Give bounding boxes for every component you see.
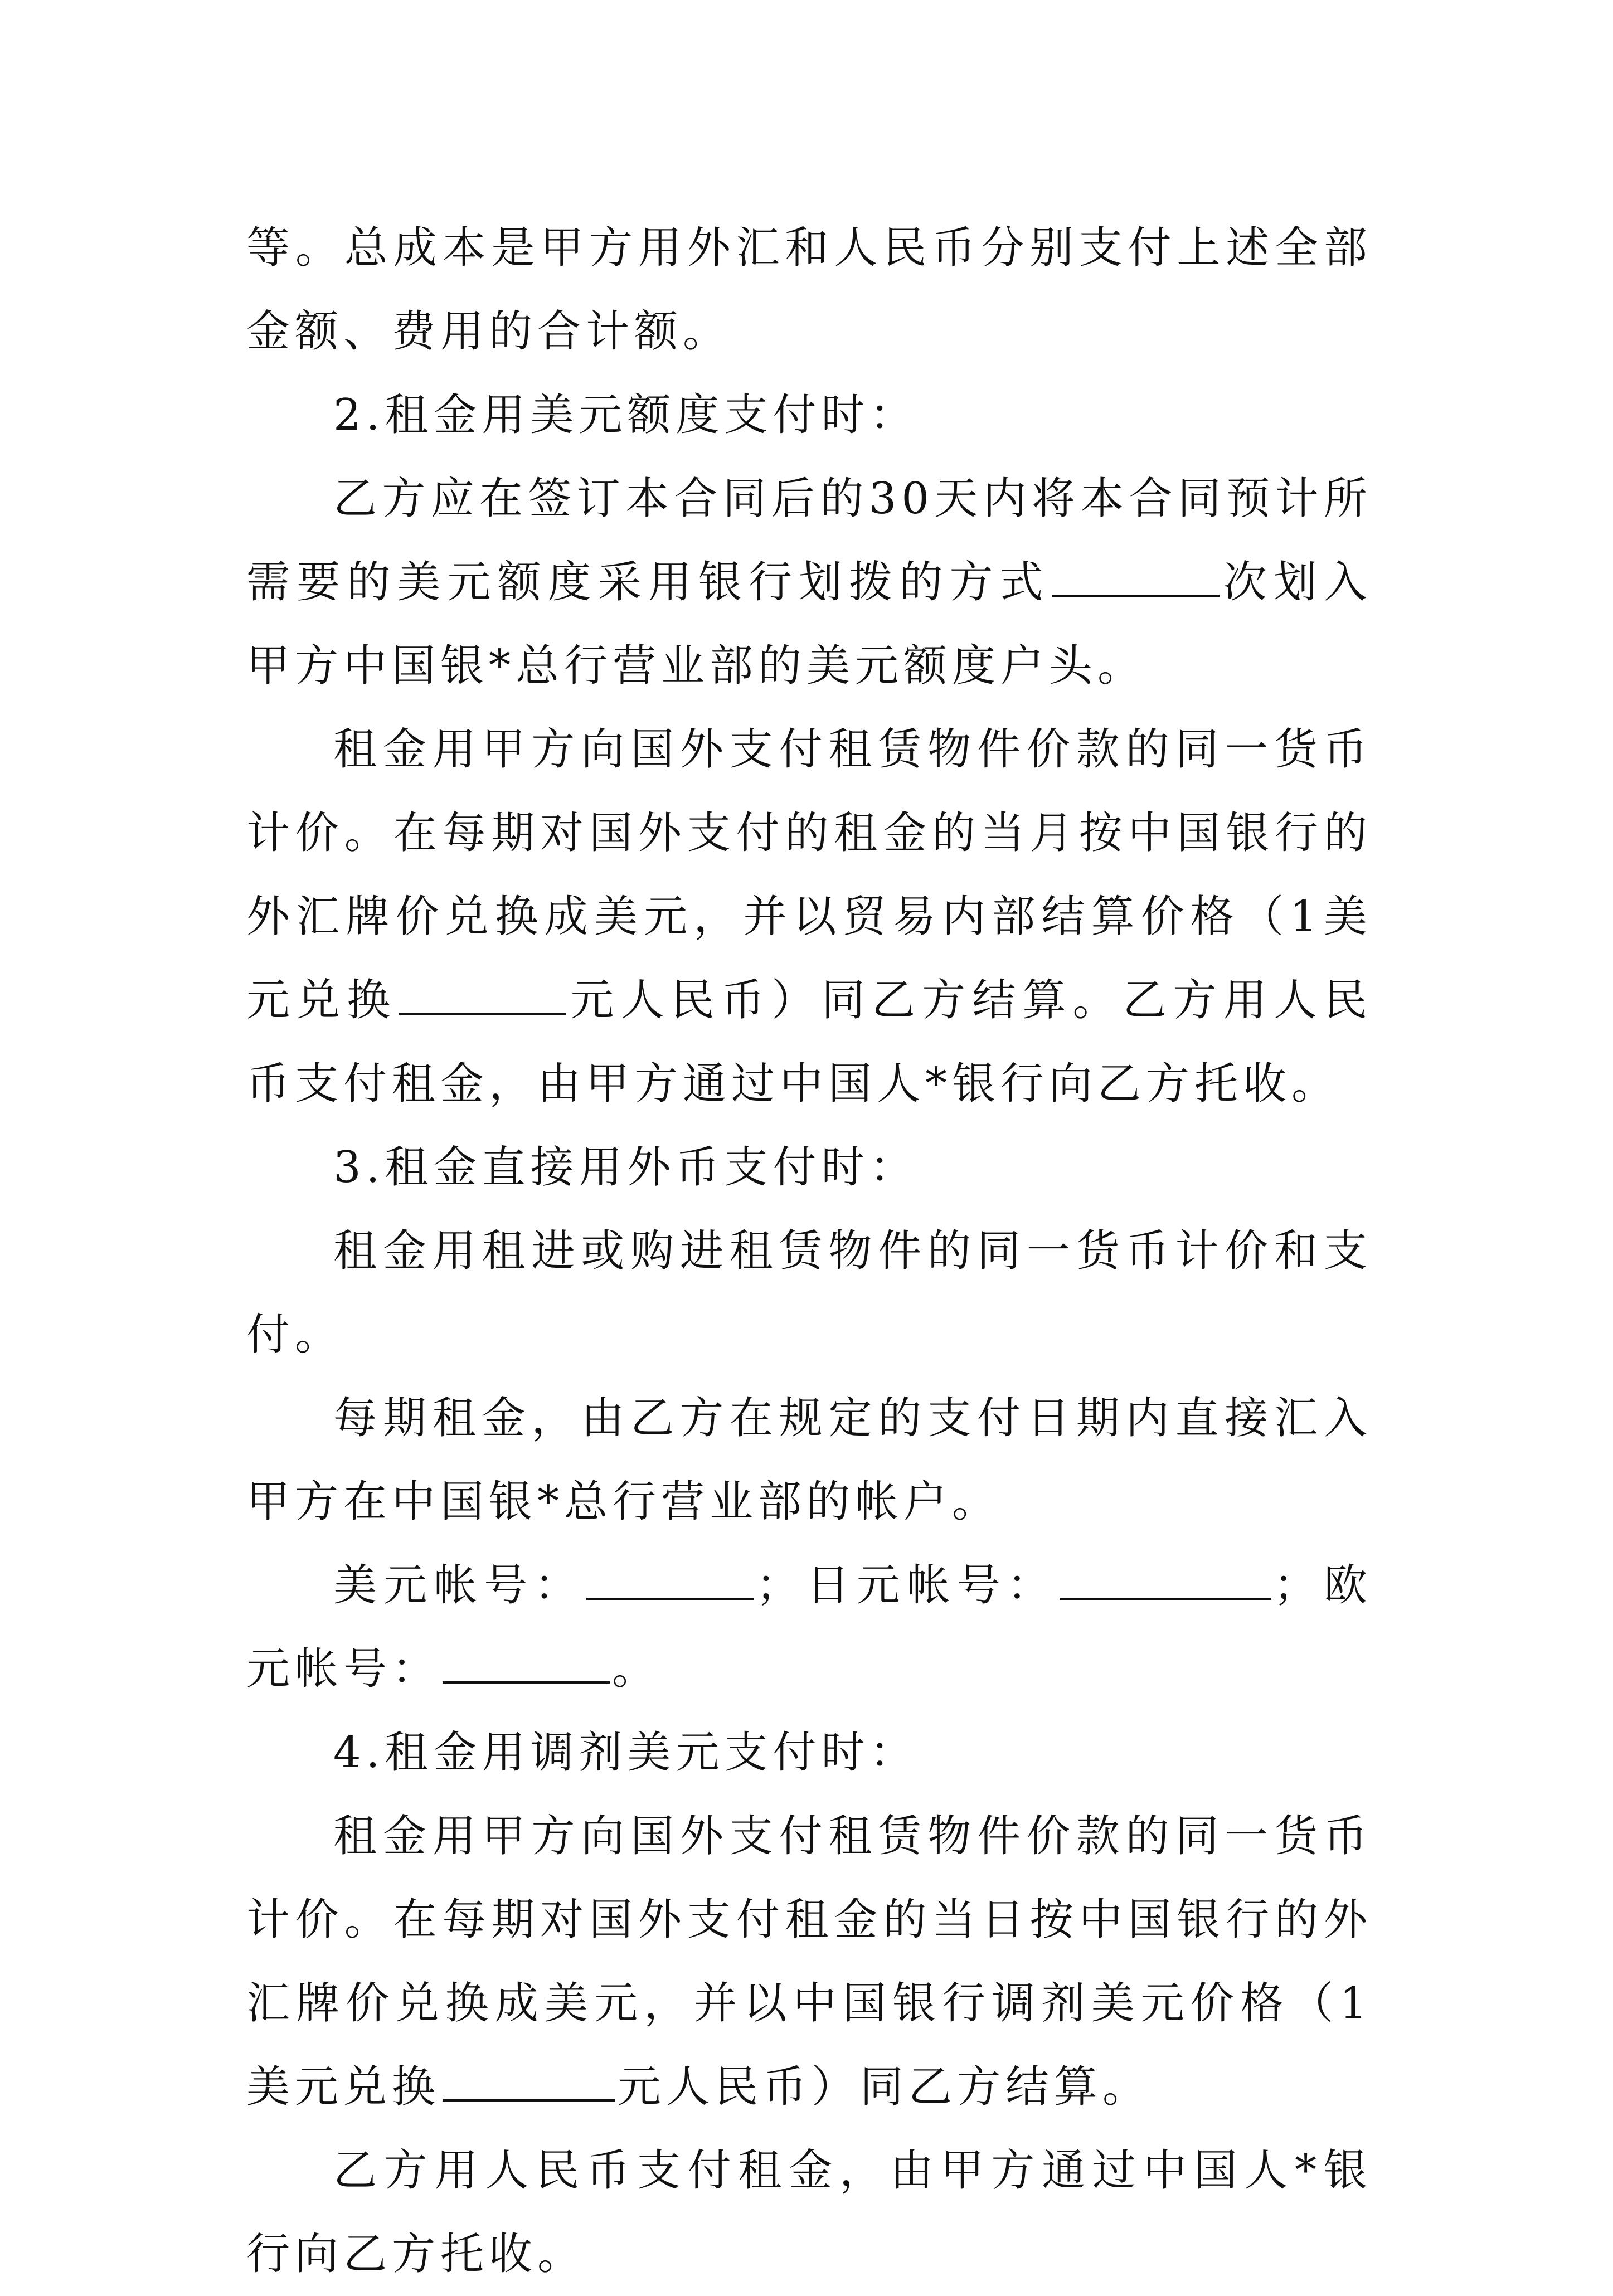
paragraph-text: 租金用甲方向国外支付租赁物件价款的同一货币计价。在每期对国外支付的租金的当月按中国银行的外汇牌价兑换成美元，并以贸易内部结算价格（1美元兑换	[246, 724, 1372, 1025]
paragraph-text: 元人民币）同乙方结算。乙方用人民币支付租金，由甲方通过中国人*银行向乙方托收。	[246, 975, 1372, 1109]
label-eur-account: ；欧元帐号：	[246, 1560, 1372, 1694]
paragraph-rmb-collection: 乙方用人民币支付租金，由甲方通过中国人*银行向乙方托收。	[246, 2146, 1372, 2279]
paragraph-text: 乙方应在签订本合同后的30天内将本合同预计所需要的美元额度采用银行划拨的方式	[246, 474, 1372, 607]
fill-in-blank-internal-rate[interactable]	[399, 977, 566, 1015]
fill-in-blank-transfer-times[interactable]	[1052, 559, 1220, 597]
paragraph-same-currency: 租金用租进或购进租赁物件的同一货币计价和支付。	[246, 1226, 1372, 1360]
paragraph-rent-pricing-internal-rate	[246, 708, 1372, 1126]
paragraph-rent-pricing-swap-rate	[246, 1794, 1372, 2129]
label-jpy-account: ；日元帐号：	[756, 1560, 1057, 1611]
heading-usd-quota-payment: 2.租金用美元额度支付时：	[333, 390, 919, 440]
paragraph-total-cost: 等。总成本是甲方用外汇和人民币分别支付上述全部金额、费用的合计额。	[246, 223, 1372, 357]
paragraph-text: 次划入甲方中国银*总行营业部的美元额度户头。	[246, 557, 1372, 691]
fill-in-blank-usd-account[interactable]	[586, 1562, 754, 1600]
paragraph-text: 。	[612, 1644, 661, 1694]
paragraph-direct-remittance: 每期租金，由乙方在规定的支付日期内直接汇入甲方在中国银*总行营业部的帐户。	[246, 1393, 1372, 1527]
heading-foreign-currency-payment: 3.租金直接用外币支付时：	[333, 1142, 919, 1193]
heading-swap-usd-payment: 4.租金用调剂美元支付时：	[333, 1728, 919, 1778]
paragraph-usd-quota-transfer	[246, 457, 1372, 708]
paragraph-account-numbers	[246, 1544, 1372, 1711]
fill-in-blank-eur-account[interactable]	[443, 1646, 610, 1684]
document-body	[246, 206, 1372, 2296]
fill-in-blank-jpy-account[interactable]	[1060, 1562, 1271, 1600]
fill-in-blank-swap-rate[interactable]	[443, 2064, 615, 2102]
paragraph-text: 元人民币）同乙方结算。	[618, 2062, 1152, 2112]
paragraph-text: 租金用甲方向国外支付租赁物件价款的同一货币计价。在每期对国外支付租金的当日按中国银行的外汇牌价兑换成美元，并以中国银行调剂美元价格（1美元兑换	[246, 1811, 1372, 2112]
label-usd-account: 美元帐号：	[333, 1560, 585, 1611]
